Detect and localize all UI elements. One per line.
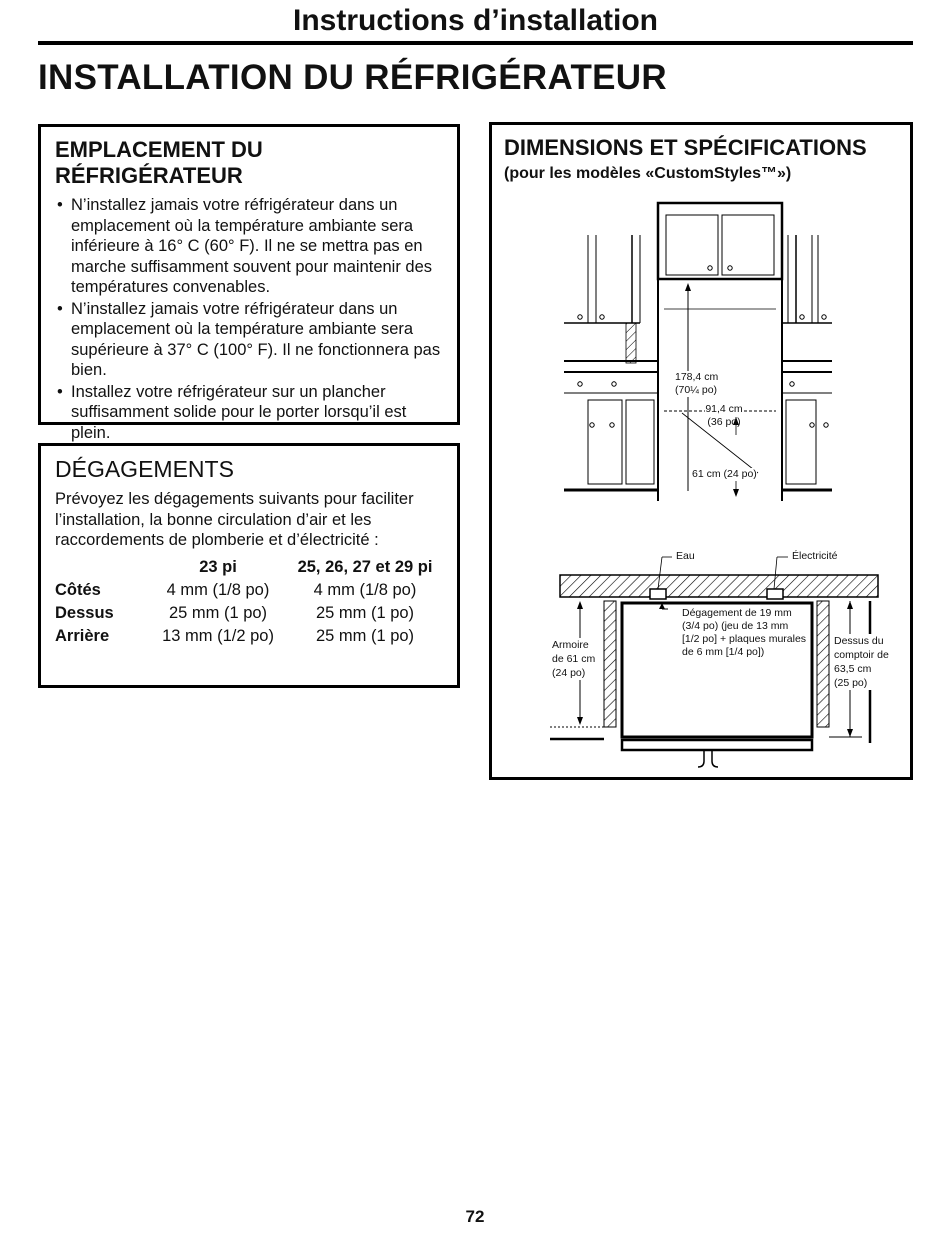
table-row: [55, 625, 445, 648]
row-label: Côtés: [55, 580, 101, 599]
water-label: Eau: [676, 550, 695, 562]
width-label: 91,4 cm (36 po): [705, 403, 743, 428]
header-rule: [38, 41, 913, 45]
degagements-intro: Prévoyez les dégagements suivants pour faciliter l’installation, la bonne circulation d’air et les raccordements de plomberie et d’électricité :: [55, 490, 414, 549]
dimensions-section: [489, 122, 913, 780]
degagements-section: [38, 443, 460, 688]
cell-25: 25 mm (1 po): [315, 626, 415, 645]
table-row: [55, 579, 445, 602]
clearance-note: Dégagement de 19 mm (3/4 po) (jeu de 13 mm [1/2 po] + plaques murales de 6 mm [1/4 po]): [682, 607, 807, 658]
cell-23: 25 mm (1 po): [168, 603, 268, 622]
dimensions-subtitle: (pour les modèles «CustomStyles™»): [504, 165, 792, 182]
cabinet-depth-label: Armoire de 61 cm (24 po): [552, 639, 596, 679]
column-header-25: 25, 26, 27 et 29 pi: [297, 557, 433, 576]
electric-label: Électricité: [792, 550, 838, 562]
cell-25: 4 mm (1/8 po): [313, 580, 417, 599]
emplacement-section: [38, 124, 460, 442]
cell-23: 4 mm (1/8 po): [166, 580, 270, 599]
clearance-table: [55, 556, 445, 648]
row-label: Arrière: [55, 626, 110, 645]
emplacement-bullet: • N’installez jamais votre réfrigérateur dans un emplacement où la température ambiante sera supérieure à 37° C (100° F). Il ne fonctionnera pas bien.: [55, 299, 445, 381]
cell-23: 13 mm (1/2 po): [162, 626, 274, 645]
emplacement-bullet: • N’installez jamais votre réfrigérateur dans un emplacement où la température ambiante sera inférieure à 16° C (60° F). Il ne se mettra pas en marche suffisamment souvent pour maintenir des températures convenables.: [55, 195, 445, 298]
front-view-diagram: [492, 195, 892, 515]
page-title: INSTALLATION DU RÉFRIGÉRATEUR: [38, 58, 667, 97]
emplacement-list: [55, 195, 445, 443]
page-header: Instructions d’installation: [292, 4, 659, 37]
height-label: 178,4 cm (70¼ po): [675, 371, 719, 396]
emplacement-heading: EMPLACEMENT DU RÉFRIGÉRATEUR: [55, 137, 263, 188]
cell-25: 25 mm (1 po): [315, 603, 415, 622]
row-label: Dessus: [55, 603, 114, 622]
dimensions-heading: DIMENSIONS ET SPÉCIFICATIONS: [504, 135, 867, 160]
table-row: [55, 602, 445, 625]
page-number: 72: [465, 1207, 485, 1226]
depth-label: 61 cm (24 po): [692, 468, 757, 480]
emplacement-bullet: • Installez votre réfrigérateur sur un plancher suffisamment solide pour le porter lorsqu’il est plein.: [55, 382, 445, 444]
counter-depth-label: Dessus du comptoir de 63,5 cm (25 po): [834, 635, 889, 689]
column-header-23: 23 pi: [199, 557, 237, 576]
degagements-heading: DÉGAGEMENTS: [55, 456, 234, 482]
